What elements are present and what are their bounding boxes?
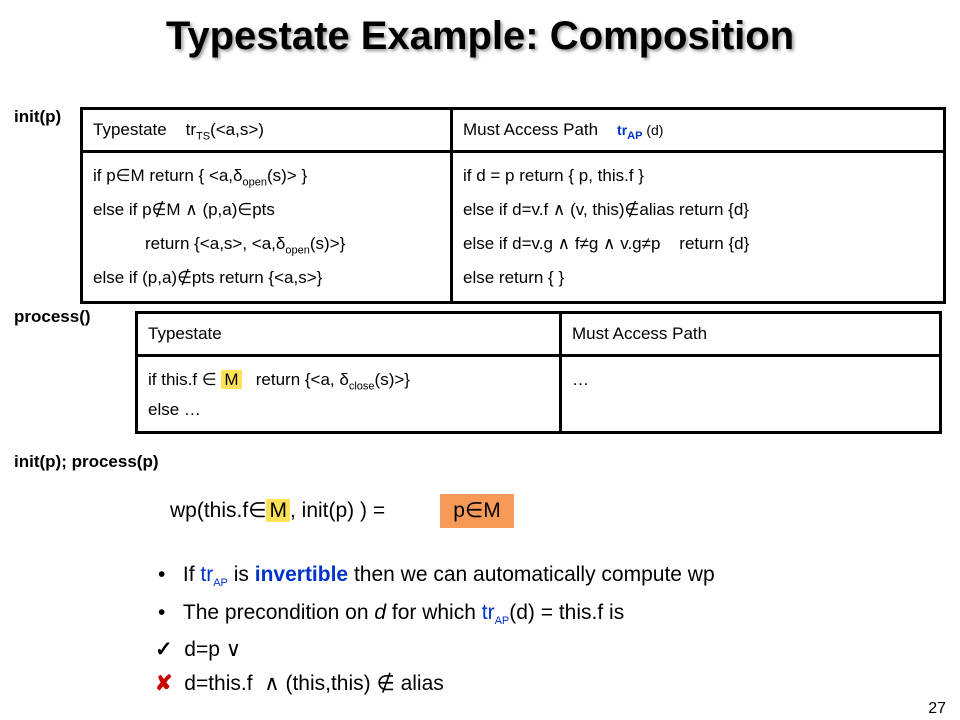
right-line: else if d=v.g ∧ f≠g ∧ v.g≠p return {d} bbox=[463, 234, 750, 253]
table2-right-cell bbox=[561, 356, 941, 433]
right-line: else return { } bbox=[463, 268, 565, 287]
typestate-table-init bbox=[80, 107, 946, 304]
table1-left-cell bbox=[82, 152, 452, 303]
tr-ap-text: tr bbox=[617, 122, 628, 138]
process-line: else … bbox=[148, 400, 201, 419]
page-number: 27 bbox=[928, 700, 946, 717]
wp-expression: wp(this.f∈ M , init(p) ) = bbox=[170, 499, 386, 522]
bullet-item: • If $tr_{AP}$ is invertible then we can automatically compute wp bbox=[158, 563, 715, 590]
table1-header-left bbox=[82, 109, 452, 152]
table2-header-left bbox=[137, 313, 561, 356]
check-item: ✓ d=p ∨ bbox=[155, 638, 242, 661]
header-typestate-text: Typestate bbox=[148, 324, 222, 343]
table1-header-right bbox=[452, 109, 945, 152]
check-item: ✘ d=this.f ∧ (this,this) ∉ alias bbox=[155, 672, 444, 695]
process-line: if this.f ∈ M return {<a, $\delta_{close}(s)>$} bbox=[148, 370, 410, 393]
left-line: if p∈M return { $<a,\delta_{open}(s)>$ } bbox=[93, 166, 308, 189]
wp-result-box: p∈M bbox=[440, 494, 514, 528]
table2-header-right bbox=[561, 313, 941, 356]
M-highlight: M bbox=[221, 370, 241, 389]
header-mustaccess-text: Must Access Path bbox=[572, 324, 708, 343]
process-label: process() bbox=[14, 307, 91, 326]
page-title: Typestate Example: Composition bbox=[165, 14, 795, 58]
M-highlight: M bbox=[266, 499, 290, 522]
cross-icon: ✘ bbox=[155, 672, 173, 695]
left-line: else if (p,a)∉pts return {<a,s>} bbox=[93, 268, 323, 287]
header-typestate-text: Typestate bbox=[93, 120, 167, 139]
tr-ap-arg: (d) bbox=[642, 122, 664, 138]
typestate-table-process bbox=[135, 311, 942, 434]
tr-subscript: TS bbox=[196, 130, 211, 143]
right-line: else if d=v.f ∧ (v, this)∉alias return {d} bbox=[463, 200, 749, 219]
tr-text: tr bbox=[185, 120, 197, 139]
composed-label: init(p); process(p) bbox=[14, 452, 159, 471]
checkmark-icon: ✓ bbox=[155, 638, 173, 661]
init-label: init(p) bbox=[14, 107, 62, 126]
bullet-item: • The precondition on d for which $tr_{AP}(d)$ = this.f is bbox=[158, 601, 625, 628]
tr-ap-subscript: AP bbox=[627, 129, 643, 142]
left-line: return {<a,s>, $<a,\delta_{open}(s)>$} bbox=[145, 234, 346, 257]
left-line: else if p∉M ∧ (p,a)∈pts bbox=[93, 200, 275, 219]
table2-left-cell bbox=[137, 356, 561, 433]
header-mustaccess-text: Must Access Path bbox=[463, 120, 599, 139]
tr-args: (<a,s>) bbox=[210, 120, 264, 139]
ellipsis-text: … bbox=[572, 370, 589, 389]
right-line: if d = p return { p, this.f } bbox=[463, 166, 644, 185]
table1-right-cell bbox=[452, 152, 945, 303]
